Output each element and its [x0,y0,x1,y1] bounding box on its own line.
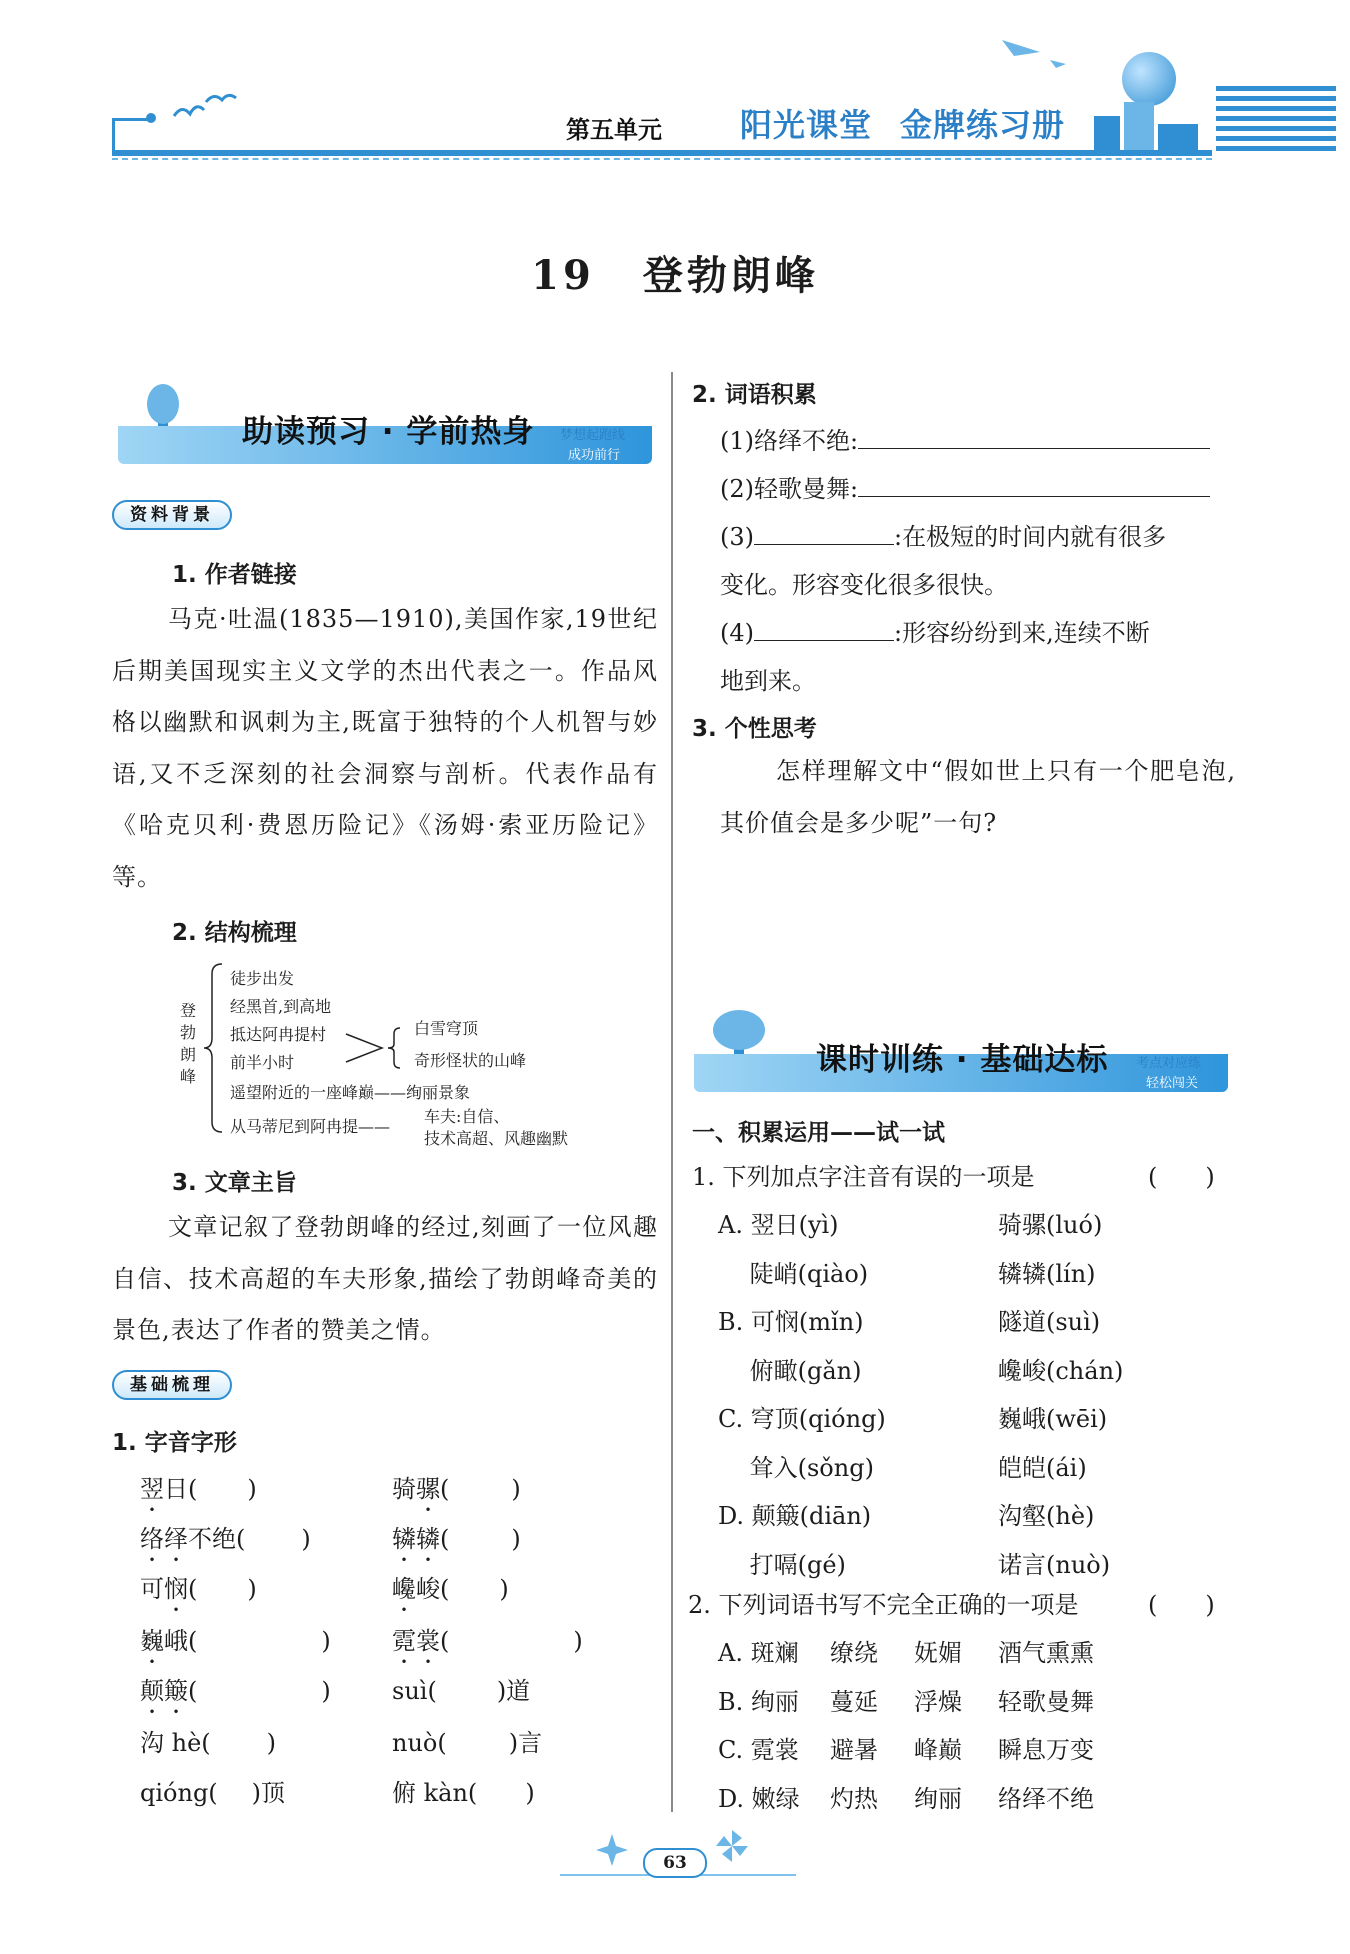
banner-sub-1: 考点对应练 [1136,1056,1202,1071]
birds-icon [170,92,240,128]
char-item-12: nuò( )言 [392,1729,543,1757]
vocab-2-blank[interactable] [858,475,1210,497]
banner-sub-2: 成功前行 [568,448,621,463]
char-item-10: suì( )道 [392,1677,531,1705]
q2-option-word: 酒气熏熏 [998,1639,1094,1667]
header-rule [112,150,1212,156]
char-item-3: 络绎不绝( ) [140,1525,311,1553]
q1-option-left: A. 翌日(yì) [718,1211,839,1239]
vocab-2-label: (2)轻歌曼舞: [720,475,859,503]
question-2-answer-box[interactable]: ( ) [1148,1591,1215,1619]
header-bracket [112,118,152,152]
diagram-node-1: 徒步出发 [230,969,295,988]
char-item-4: 辚辚( ) [392,1525,521,1553]
char-item-7: 巍峨( ) [140,1627,331,1655]
vocab-4-blank[interactable] [754,619,894,641]
diagram-node-3: 抵达阿冉提村 [230,1025,327,1044]
star-icon [592,1830,632,1870]
q1-option-right: 隧道(suì) [998,1308,1101,1336]
q2-option-word: 峰巅 [914,1736,962,1764]
vocab-1 [720,416,1210,467]
diagram-node-4: 前半小时 [230,1053,295,1072]
tag-background: 资料背景 [112,500,232,530]
series-name-a: 阳光课堂 [740,106,873,144]
page-number: 63 [643,1848,707,1878]
q1-option-right: 巍峨(wēi) [998,1405,1108,1433]
paper-plane-icon [1000,34,1070,74]
vocab-3-cont: 变化。形容变化很多很快。 [720,571,1008,599]
vocab-1-label: (1)络绎不绝: [720,427,859,455]
author-paragraph: 马克·吐温(1835—1910),美国作家,19世纪后期美国现实主义文学的杰出代表之一。作品风格以幽默和讽刺为主,既富于独特的个人机智与妙语,又不乏深刻的社会洞察与剖析。代表作品有《哈克贝利·费恩历险记》《汤姆·索亚历险记》等。 [112,605,658,891]
q1-option-right: 皑皑(ái) [998,1453,1087,1482]
char-item-8: 霓裳( ) [392,1627,583,1655]
exercise-heading: 一、积累运用——试一试 [692,1120,945,1146]
q1-option-left: 打嗝(gé) [718,1550,846,1579]
q2-option-word: 瞬息万变 [998,1736,1094,1764]
question-2: 2. 下列词语书写不完全正确的一项是 [688,1591,1079,1619]
section-pronunciation-title: 1. 字音字形 [112,1430,237,1456]
char-item-5: 可悯( ) [140,1575,257,1603]
q1-option-right: 骑骡(luó) [998,1211,1103,1239]
series-name-b: 金牌练习册 [900,106,1066,144]
banner-preview [118,404,652,464]
q1-option-left: 耸入(sǒng) [718,1453,874,1482]
char-item-1: 翌日( ) [140,1475,257,1503]
section-thinking-title: 3. 个性思考 [692,716,817,742]
header-dot [146,113,156,123]
vocab-3-blank[interactable] [754,523,894,545]
diagram-brace [200,960,230,1136]
q1-option-right: 沟壑(hè) [998,1502,1095,1530]
header-dash-rule [112,158,1212,160]
diagram-node-6: 从马蒂尼到阿冉提—— [230,1117,391,1136]
banner-sub-1: 梦想起跑线 [560,428,626,443]
vocab-4-cont: 地到来。 [720,667,816,695]
q1-option-left: D. 颠簸(diān) [718,1502,872,1530]
q1-option-right: 巉峻(chán) [998,1356,1124,1385]
q2-option-word: 灼热 [830,1784,878,1813]
diagram-arrow-lines [342,1022,408,1074]
q1-option-left: 俯瞰(gǎn) [718,1356,862,1385]
section-vocab-title: 2. 词语积累 [692,382,817,408]
q2-option-word: B. 绚丽 [718,1687,799,1716]
q2-option-word: A. 斑斓 [718,1639,799,1667]
char-item-1-word: 翌 [140,1475,164,1503]
q2-option-word: 浮燥 [914,1687,962,1716]
vocab-3-text: :在极短的时间内就有很多 [894,523,1167,551]
vocab-3 [720,512,1166,563]
section-author-title: 1. 作者链接 [172,562,297,588]
vocab-4 [720,608,1150,659]
thinking-question: 怎样理解文中“假如世上只有一个肥皂泡,其价值会是多少呢”一句? [720,757,1236,837]
lesson-number: 19 [531,252,595,299]
q1-option-right: 辚辚(lín) [998,1259,1096,1288]
vocab-4-text: :形容纷纷到来,连续不断 [894,619,1150,647]
char-item-14: 俯 kàn( ) [392,1779,535,1807]
diagram-node-2: 经黑首,到高地 [230,997,332,1016]
vocab-4-num: (4) [720,619,754,647]
question-1-answer-box[interactable]: ( ) [1148,1163,1215,1191]
section-theme-title: 3. 文章主旨 [172,1170,297,1196]
lesson-name: 登勃朗峰 [642,252,819,299]
banner-practice [694,1032,1228,1092]
book-series-title [740,100,1065,146]
q2-option-word: 轻歌曼舞 [998,1687,1094,1716]
diagram-driver-1: 车夫:自信、 [424,1107,510,1126]
q2-option-word: C. 霓裳 [718,1736,799,1764]
char-item-9: 颠簸( ) [140,1677,331,1705]
tag-basics: 基础梳理 [112,1370,232,1400]
diagram-driver-2: 技术高超、风趣幽默 [424,1129,569,1148]
bar-blocks-icon [1090,96,1210,152]
diagram-branch-2: 奇形怪状的山峰 [414,1051,527,1070]
q2-option-word: 缭绕 [830,1639,878,1667]
question-1: 1. 下列加点字注音有误的一项是 [692,1163,1035,1191]
char-item-2: 骑骡( ) [392,1475,521,1503]
q2-option-word: 络绎不绝 [998,1784,1094,1813]
q2-option-word: 避暑 [830,1736,878,1764]
vocab-3-num: (3) [720,523,754,551]
pinwheel-icon [712,1826,752,1866]
q2-option-word: D. 嫩绿 [718,1784,800,1813]
q2-option-word: 蔓延 [830,1687,878,1716]
theme-paragraph: 文章记叙了登勃朗峰的经过,刻画了一位风趣自信、技术高超的车夫形象,描绘了勃朗峰奇美的景色,表达了作者的赞美之情。 [112,1213,658,1344]
vocab-2 [720,464,1210,515]
diagram-node-5: 遥望附近的一座峰巅——绚丽景象 [230,1083,471,1102]
header-stripes [1216,86,1336,154]
diagram-branch-1: 白雪穹顶 [414,1019,479,1038]
banner-title: 助读预习 · 学前热身 [242,414,535,450]
column-divider [671,372,673,1812]
banner-sub-2: 轻松闯关 [1146,1076,1199,1091]
q1-option-left: B. 可悯(mǐn) [718,1308,864,1336]
char-item-11: 沟 hè( ) [140,1729,277,1757]
q2-option-word: 妩媚 [914,1639,962,1667]
unit-label: 第五单元 [566,116,662,144]
char-item-6: 巉峻( ) [392,1575,509,1603]
lesson-title [0,244,1350,301]
q1-option-right: 诺言(nuò) [998,1550,1111,1579]
char-item-13: qióng( )顶 [140,1779,286,1807]
q2-option-word: 绚丽 [914,1784,962,1813]
vocab-1-blank[interactable] [858,427,1210,449]
banner-title: 课时训练 · 基础达标 [816,1042,1109,1078]
diagram-root: 登勃朗峰 [179,1001,196,1086]
section-structure-title: 2. 结构梳理 [172,920,297,946]
q1-option-left: C. 穹顶(qióng) [718,1405,886,1433]
q1-option-left: 陡峭(qiào) [718,1259,869,1288]
